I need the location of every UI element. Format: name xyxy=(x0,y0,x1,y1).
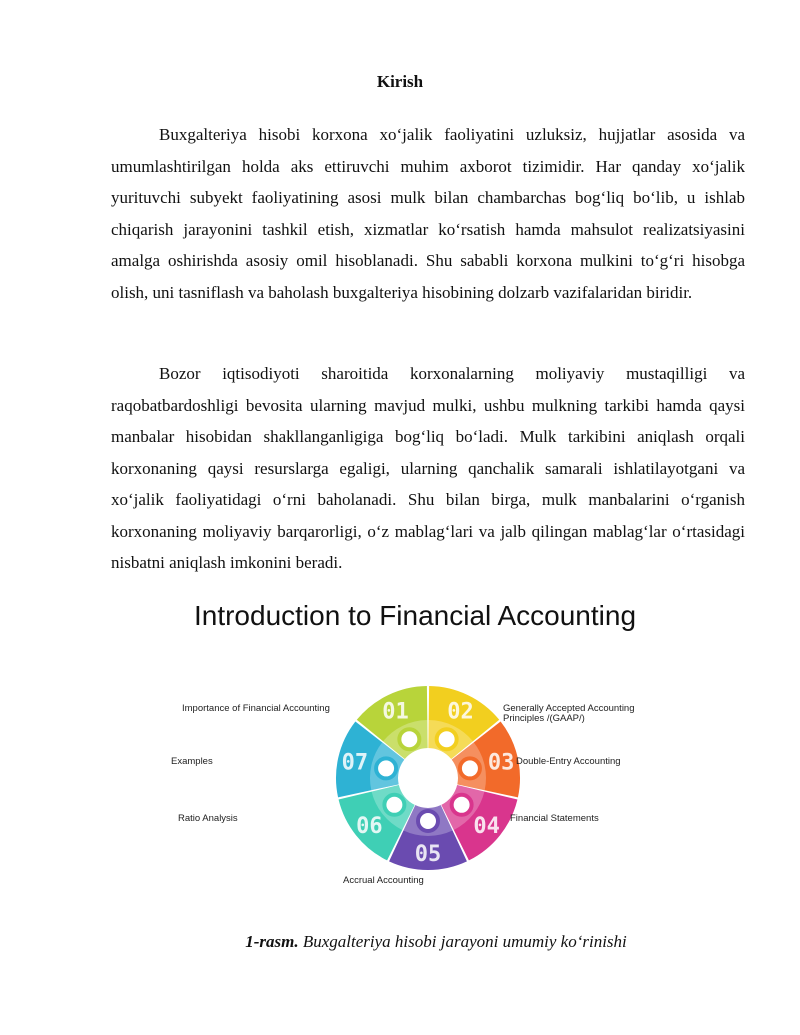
segment-number-02: 02 xyxy=(447,699,474,725)
segment-number-03: 03 xyxy=(487,750,515,776)
segment-number-05: 05 xyxy=(414,842,442,867)
segment-number-01: 01 xyxy=(382,699,409,725)
wheel-center xyxy=(399,749,457,807)
caption-text: Buxgalteriya hisobi jarayoni umumiy ko‘rinishi xyxy=(298,932,627,951)
ring-icon-02 xyxy=(437,729,457,749)
ring-icon-03 xyxy=(460,758,480,778)
label-financial-statements: Financial Statements xyxy=(510,813,599,824)
ring-icon-01 xyxy=(399,729,419,749)
segment-number-04: 04 xyxy=(473,813,500,839)
label-importance: Importance of Financial Accounting xyxy=(182,703,330,714)
label-double-entry: Double-Entry Accounting xyxy=(516,756,621,767)
page-heading: Kirish xyxy=(376,72,424,91)
segment-number-06: 06 xyxy=(356,813,383,839)
ring-icon-07 xyxy=(376,758,396,778)
figure-caption xyxy=(0,932,800,952)
label-gaap: Generally Accepted Accounting Principles /(GAAP/) xyxy=(503,703,635,724)
label-examples: Examples xyxy=(171,756,213,767)
ring-icon-06 xyxy=(384,795,404,815)
ring-icon-05 xyxy=(418,811,438,831)
segment-number-07: 07 xyxy=(341,750,369,776)
caption-prefix: 1-rasm. xyxy=(245,932,299,951)
label-accrual: Accrual Accounting xyxy=(343,875,424,886)
figure-title: Introduction to Financial Accounting xyxy=(193,600,637,631)
paragraph-2: Bozor iqtisodiyoti sharoitida korxonalarning moliyaviy mustaqilligi va raqobatbardoshligi bevosita ularning mavjud mulki, ushbu mulkning tarkibi hamda qaysi manbalar hisobidan shakllanganligiga bog‘liq bo‘ladi. Mulk tarkibini aniqlash orqali korxonaning qaysi resurslarga egaligi, ularning qanchalik samarali ishlatilayotgani va xo‘jalik faoliyatidagi o‘rni baholanadi. Shu bilan birga, mulk manbalarini o‘rganish korxonaning moliyaviy barqarorligi, o‘z mablag‘lari va jalb qilingan mablag‘lar o‘rtasidagi nisbatni aniqlash imkonini beradi. xyxy=(111,364,745,572)
paragraph-1: Buxgalteriya hisobi korxona xo‘jalik faoliyatini uzluksiz, hujjatlar asosida va umumlashtirilgan holda aks ettiruvchi muhim axborot tizimidir. Har qanday xo‘jalik yurituvchi subyekt faoliyatining asosi mulk bilan chambarchas bog‘liq bo‘lib, u ishlab chiqarish jarayonini tashkil etish, xizmatlar ko‘rsatish hamda mahsulot realizatsiyasini amalga oshirishda asosiy omil hisoblanadi. Shu sababli korxona mulkini to‘g‘ri hisobga olish, uni tasniflash va baholash buxgalteriya hisobining dolzarb vazifalaridan biridir. xyxy=(111,125,745,302)
ring-icon-04 xyxy=(452,795,472,815)
label-ratio: Ratio Analysis xyxy=(178,813,238,824)
